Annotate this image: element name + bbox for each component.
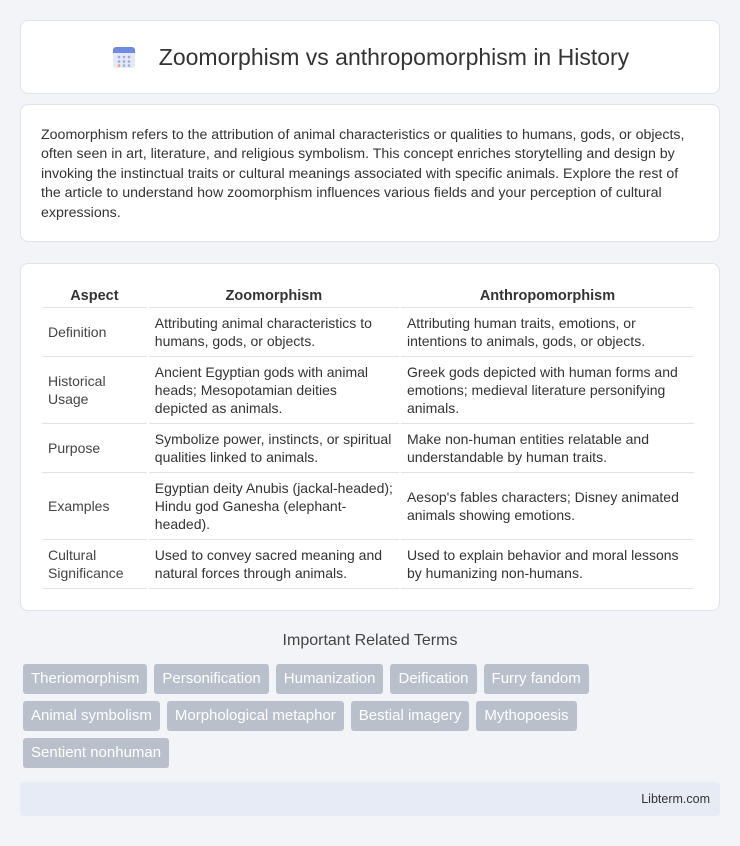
table-cell-anthropomorphism: Attributing human traits, emotions, or intentions to animals, gods, or objects. (401, 308, 694, 357)
table-row (42, 473, 694, 540)
calendar-icon (111, 44, 137, 70)
related-term-tag[interactable]: Deification (390, 664, 476, 694)
related-term-tag[interactable]: Animal symbolism (23, 701, 160, 731)
related-term-tag[interactable]: Personification (154, 664, 268, 694)
table-cell-aspect: Examples (42, 473, 147, 540)
title-card (20, 20, 720, 94)
table-cell-zoomorphism: Symbolize power, instincts, or spiritual qualities linked to animals. (149, 424, 399, 473)
related-term-tag[interactable]: Mythopoesis (476, 701, 576, 731)
table-cell-aspect: Cultural Significance (42, 540, 147, 589)
related-term-tag[interactable]: Morphological metaphor (167, 701, 344, 731)
table-cell-zoomorphism: Used to convey sacred meaning and natural forces through animals. (149, 540, 399, 589)
comparison-table-card (20, 263, 720, 611)
table-header-row (42, 284, 694, 308)
table-cell-aspect: Historical Usage (42, 357, 147, 424)
footer (20, 782, 720, 816)
table-cell-zoomorphism: Egyptian deity Anubis (jackal-headed); Hindu god Ganesha (elephant-headed). (149, 473, 399, 540)
table-cell-anthropomorphism: Greek gods depicted with human forms and emotions; medieval literature personifying animals. (401, 357, 694, 424)
related-term-tag[interactable]: Humanization (276, 664, 384, 694)
table-row (42, 424, 694, 473)
header-anthropomorphism: Anthropomorphism (401, 284, 694, 308)
related-term-tag[interactable]: Furry fandom (484, 664, 589, 694)
related-term-tag[interactable]: Bestial imagery (351, 701, 470, 731)
header-aspect: Aspect (42, 284, 147, 308)
footer-site-link[interactable]: Libterm.com (641, 792, 710, 806)
page-title: Zoomorphism vs anthropomorphism in History (158, 43, 630, 70)
related-terms-title: Important Related Terms (282, 632, 458, 649)
table-cell-zoomorphism: Ancient Egyptian gods with animal heads; Mesopotamian deities depicted as animals. (149, 357, 399, 424)
table-row (42, 357, 694, 424)
table-cell-anthropomorphism: Aesop's fables characters; Disney animated animals showing emotions. (401, 473, 694, 540)
table-row (42, 540, 694, 589)
table-row (42, 308, 694, 357)
table-cell-aspect: Purpose (42, 424, 147, 473)
header-zoomorphism: Zoomorphism (149, 284, 399, 308)
comparison-table (40, 284, 696, 589)
related-term-tag[interactable]: Sentient nonhuman (23, 738, 169, 768)
table-cell-anthropomorphism: Used to explain behavior and moral lessons by humanizing non-humans. (401, 540, 694, 589)
table-cell-aspect: Definition (42, 308, 147, 357)
related-term-tag[interactable]: Theriomorphism (23, 664, 147, 694)
table-cell-zoomorphism: Attributing animal characteristics to humans, gods, or objects. (149, 308, 399, 357)
intro-card (20, 104, 720, 242)
table-cell-anthropomorphism: Make non-human entities relatable and understandable by human traits. (401, 424, 694, 473)
related-terms-list (23, 664, 723, 775)
intro-text: Zoomorphism refers to the attribution of animal characteristics or qualities to humans, gods, or objects, often seen in art, literature, and religious symbolism. This concept enriches storytelling and design by invoking the instinctual traits or cultural meanings associated with specific animals. Explore the rest of the article to understand how zoomorphism influences various fields and your perception of cultural expressions. (41, 127, 685, 221)
